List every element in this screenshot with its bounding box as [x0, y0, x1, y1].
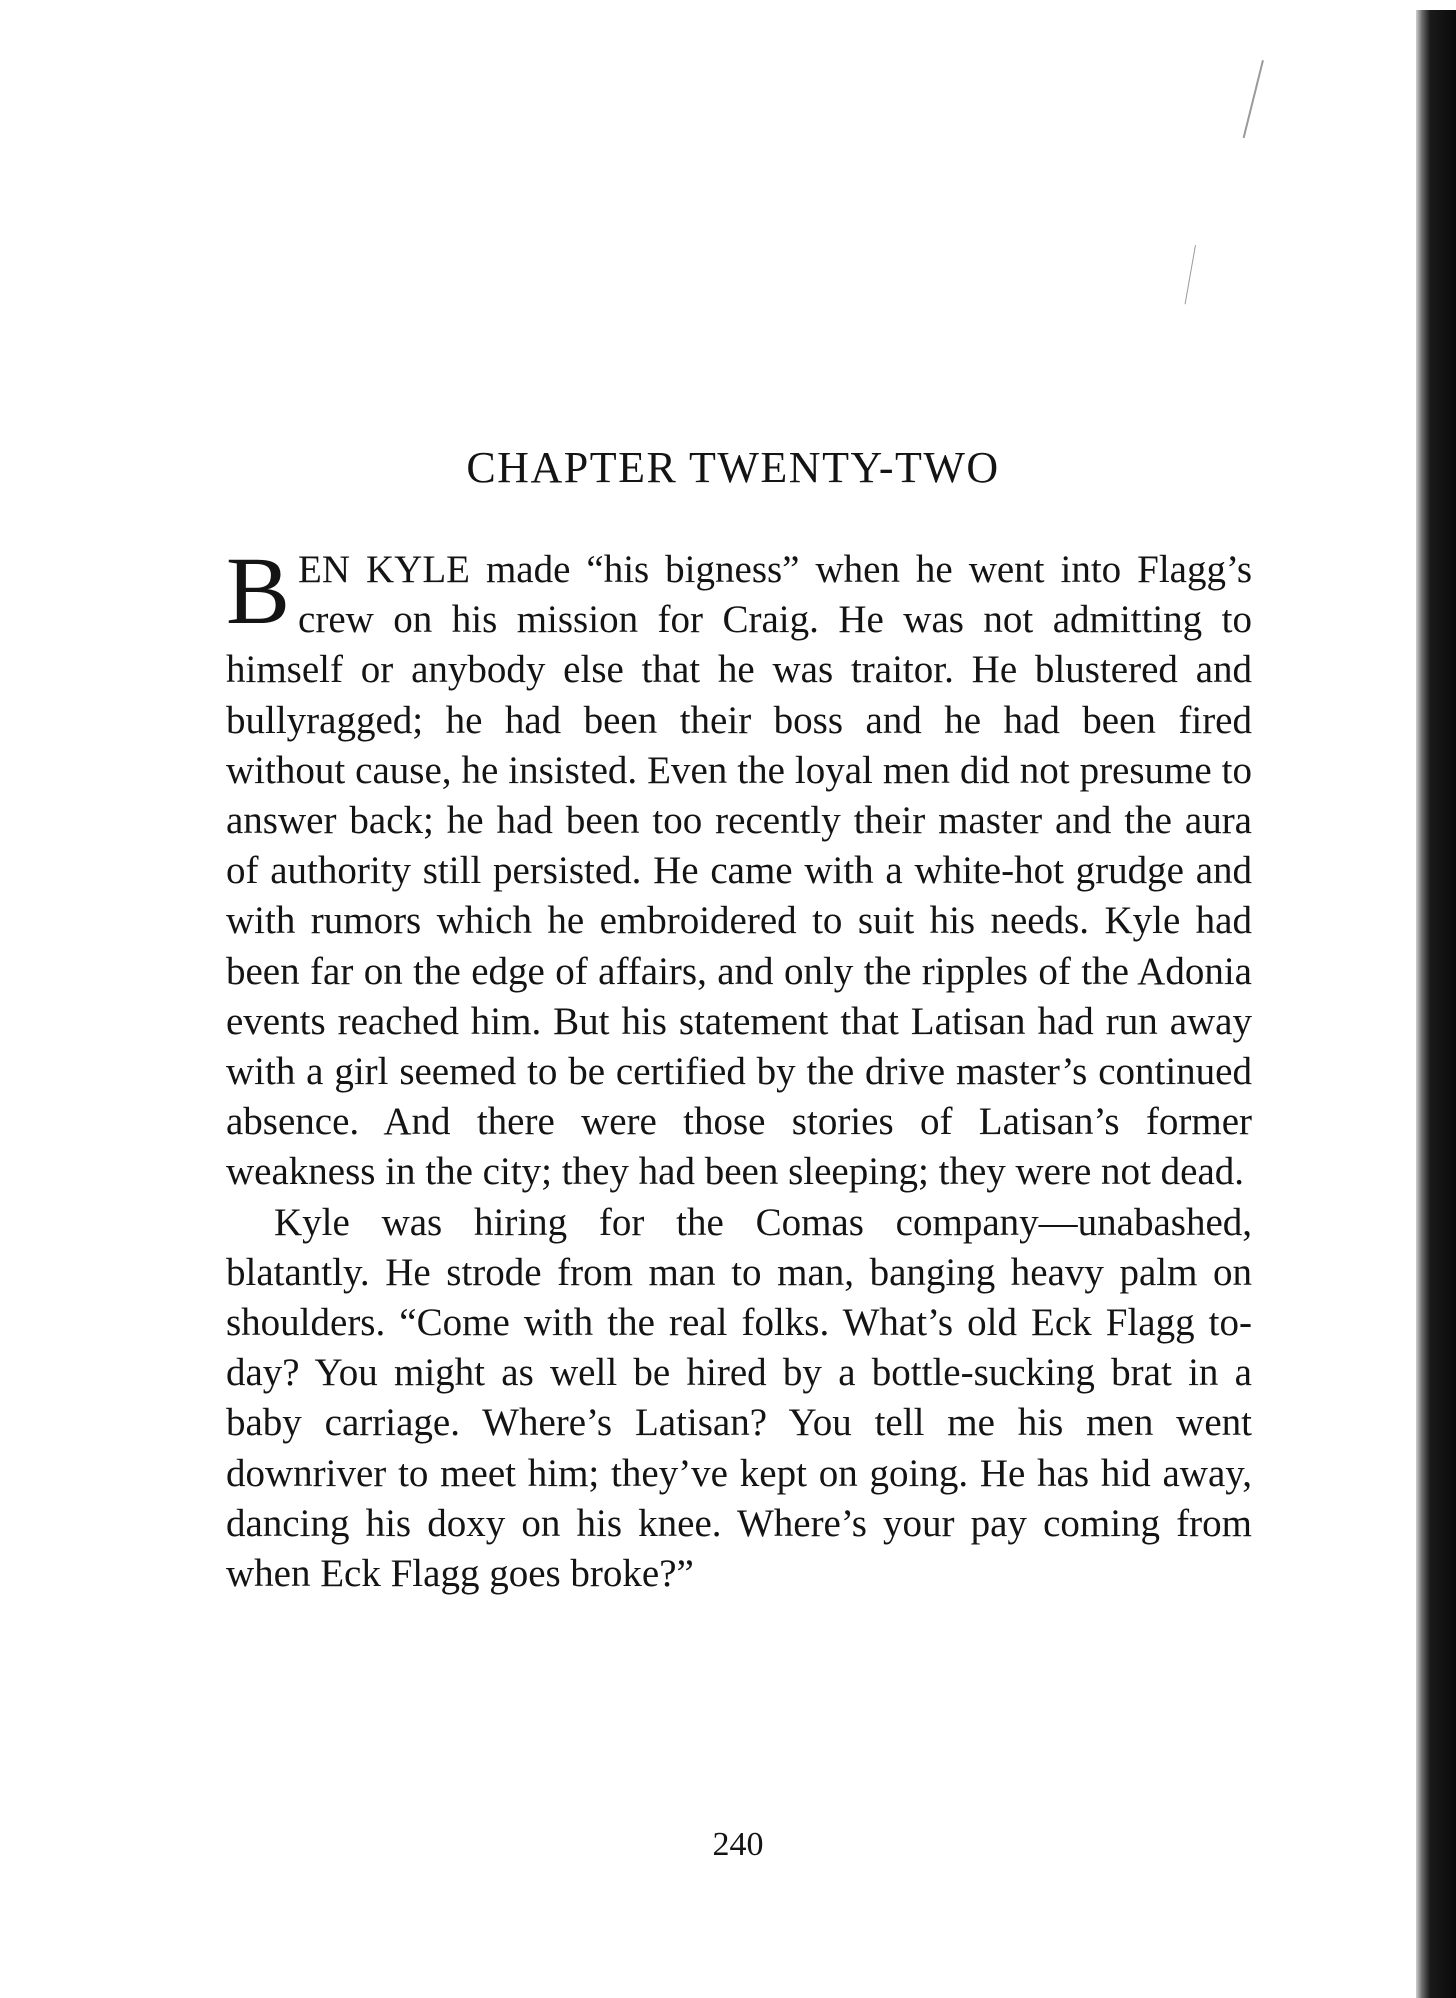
binding-edge — [1416, 10, 1456, 1998]
paragraph: BEN KYLE made “his bigness” when he went into Flagg’s crew on his mission for Craig. He was not admitting to himself or anybody else that he was traitor. He blustered and bullyragged; he had been their boss and he had been fired without cause, he insisted. Even the loyal men did not presume to answer back; he had been too recently their master and the aura of authority still persisted. He came with a white-hot grudge and with rumors which he embroidered to suit his needs. Kyle had been far on the edge of affairs, and only the ripples of the Adonia events reached him. But his statement that Latisan had run away with a girl seemed to be certified by the drive master’s continued absence. And there were those stories of Latisan’s former weakness in the city; they had been sleeping; they were not dead. — [226, 537, 1252, 1194]
body-text — [226, 537, 1252, 1599]
scan-mark — [1243, 60, 1264, 138]
scan-mark — [1185, 245, 1196, 304]
chapter-title: CHAPTER TWENTY-TWO — [466, 443, 1000, 492]
paragraph: Kyle was hiring for the Comas company—unabashed, blatantly. He strode from man to man, banging heavy palm on shoulders. “Come with the real folks. What’s old Eck Flagg to-day? You might as well be hired by a bottle-sucking brat in a baby carriage. Where’s Latisan? You tell me his men went downriver to meet him; they’ve kept on going. He has hid away, dancing his doxy on his knee. Where’s your pay coming from when Eck Flagg goes broke?” — [226, 1200, 1252, 1596]
page-number: 240 — [712, 1826, 764, 1863]
